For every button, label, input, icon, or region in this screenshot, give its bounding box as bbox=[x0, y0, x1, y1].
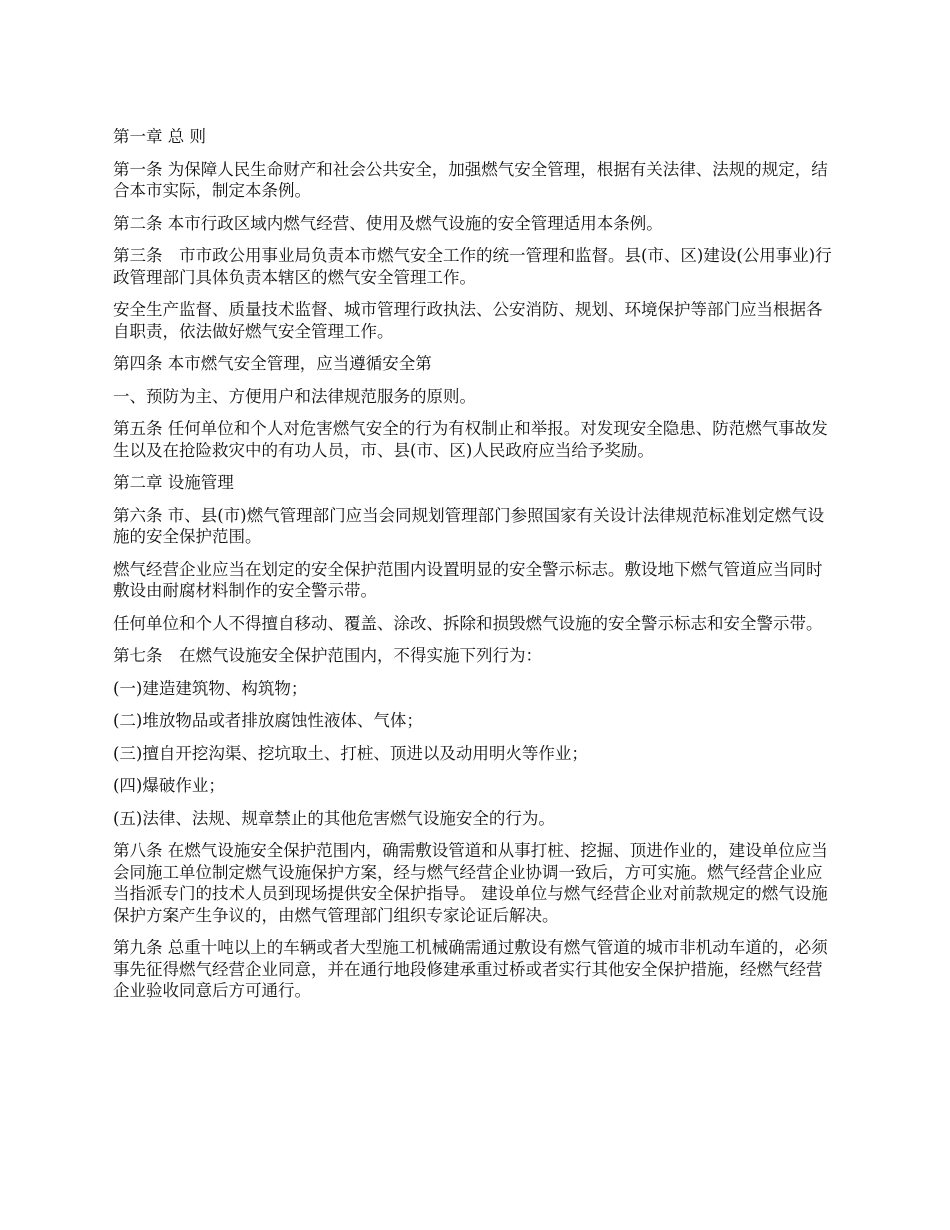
list-item: (三)擅自开挖沟渠、挖坑取土、打桩、顶进以及动用明火等作业； bbox=[113, 743, 588, 763]
article-1: 第一条 为保障人民生命财产和社会公共安全，加强燃气安全管理，根据有关法律、法规的规定，结合本市实际，制定本条例。 bbox=[113, 159, 828, 200]
list-item: (四)爆破作业； bbox=[113, 776, 225, 795]
article-6: 第六条 市、县(市)燃气管理部门应当会同规划管理部门参照国家有关设计法律规范标准划定燃气设施的安全保护范围。 bbox=[113, 505, 825, 546]
chapter-heading: 第二章 设施管理 bbox=[113, 473, 234, 492]
document-page bbox=[113, 126, 835, 1013]
article-3: 第三条 市市政公用事业局负责本市燃气安全工作的统一管理和监督。县(市、区)建设(公用事业)行政管理部门具体负责本辖区的燃气安全管理工作。 bbox=[113, 246, 832, 287]
article-8: 第八条 在燃气设施安全保护范围内，确需敷设管道和从事打桩、挖掘、顶进作业的，建设单位应当会同施工单位制定燃气设施保护方案，经与燃气经营企业协调一致后，方可实施。燃气经营企业应当指派专门的技术人员到现场提供安全保护指导。 建设单位与燃气经营企业对前款规定的燃气设施保护方案产生争议的，由燃气管理部门组织专家论证后解决。 bbox=[113, 841, 828, 925]
list-item: (二)堆放物品或者排放腐蚀性液体、气体； bbox=[113, 711, 423, 730]
article-5: 第五条 任何单位和个人对危害燃气安全的行为有权制止和举报。对发现安全隐患、防范燃气事故发生以及在抢险救灾中的有功人员，市、县(市、区)人民政府应当给予奖励。 bbox=[113, 419, 828, 460]
list-item: (五)法律、法规、规章禁止的其他危害燃气设施安全的行为。 bbox=[113, 808, 555, 828]
article-6-paragraph-3: 任何单位和个人不得擅自移动、覆盖、涂改、拆除和损毁燃气设施的安全警示标志和安全警示带。 bbox=[113, 613, 823, 633]
chapter-heading: 第一章 总 则 bbox=[113, 127, 206, 146]
article-4: 第四条 本市燃气安全管理，应当遵循安全第 bbox=[113, 354, 432, 373]
article-2: 第二条 本市行政区域内燃气经营、使用及燃气设施的安全管理适用本条例。 bbox=[113, 213, 663, 233]
article-3-paragraph-2: 安全生产监督、质量技术监督、城市管理行政执法、公安消防、规划、环境保护等部门应当根据各自职责，依法做好燃气安全管理工作。 bbox=[113, 300, 823, 341]
article-9: 第九条 总重十吨以上的车辆或者大型施工机械确需通过敷设有燃气管道的城市非机动车道的，必须事先征得燃气经营企业同意，并在通行地段修建承重过桥或者实行其他安全保护措施，经燃气经营企业验收同意后方可通行。 bbox=[113, 938, 828, 1000]
article-7: 第七条 在燃气设施安全保护范围内，不得实施下列行为： bbox=[113, 646, 542, 665]
list-item: (一)建造建筑物、构筑物； bbox=[113, 678, 308, 698]
article-4-continued: 一、预防为主、方便用户和法律规范服务的原则。 bbox=[113, 386, 476, 406]
article-6-paragraph-2: 燃气经营企业应当在划定的安全保护范围内设置明显的安全警示标志。敷设地下燃气管道应当同时敷设由耐腐材料制作的安全警示带。 bbox=[113, 559, 823, 600]
